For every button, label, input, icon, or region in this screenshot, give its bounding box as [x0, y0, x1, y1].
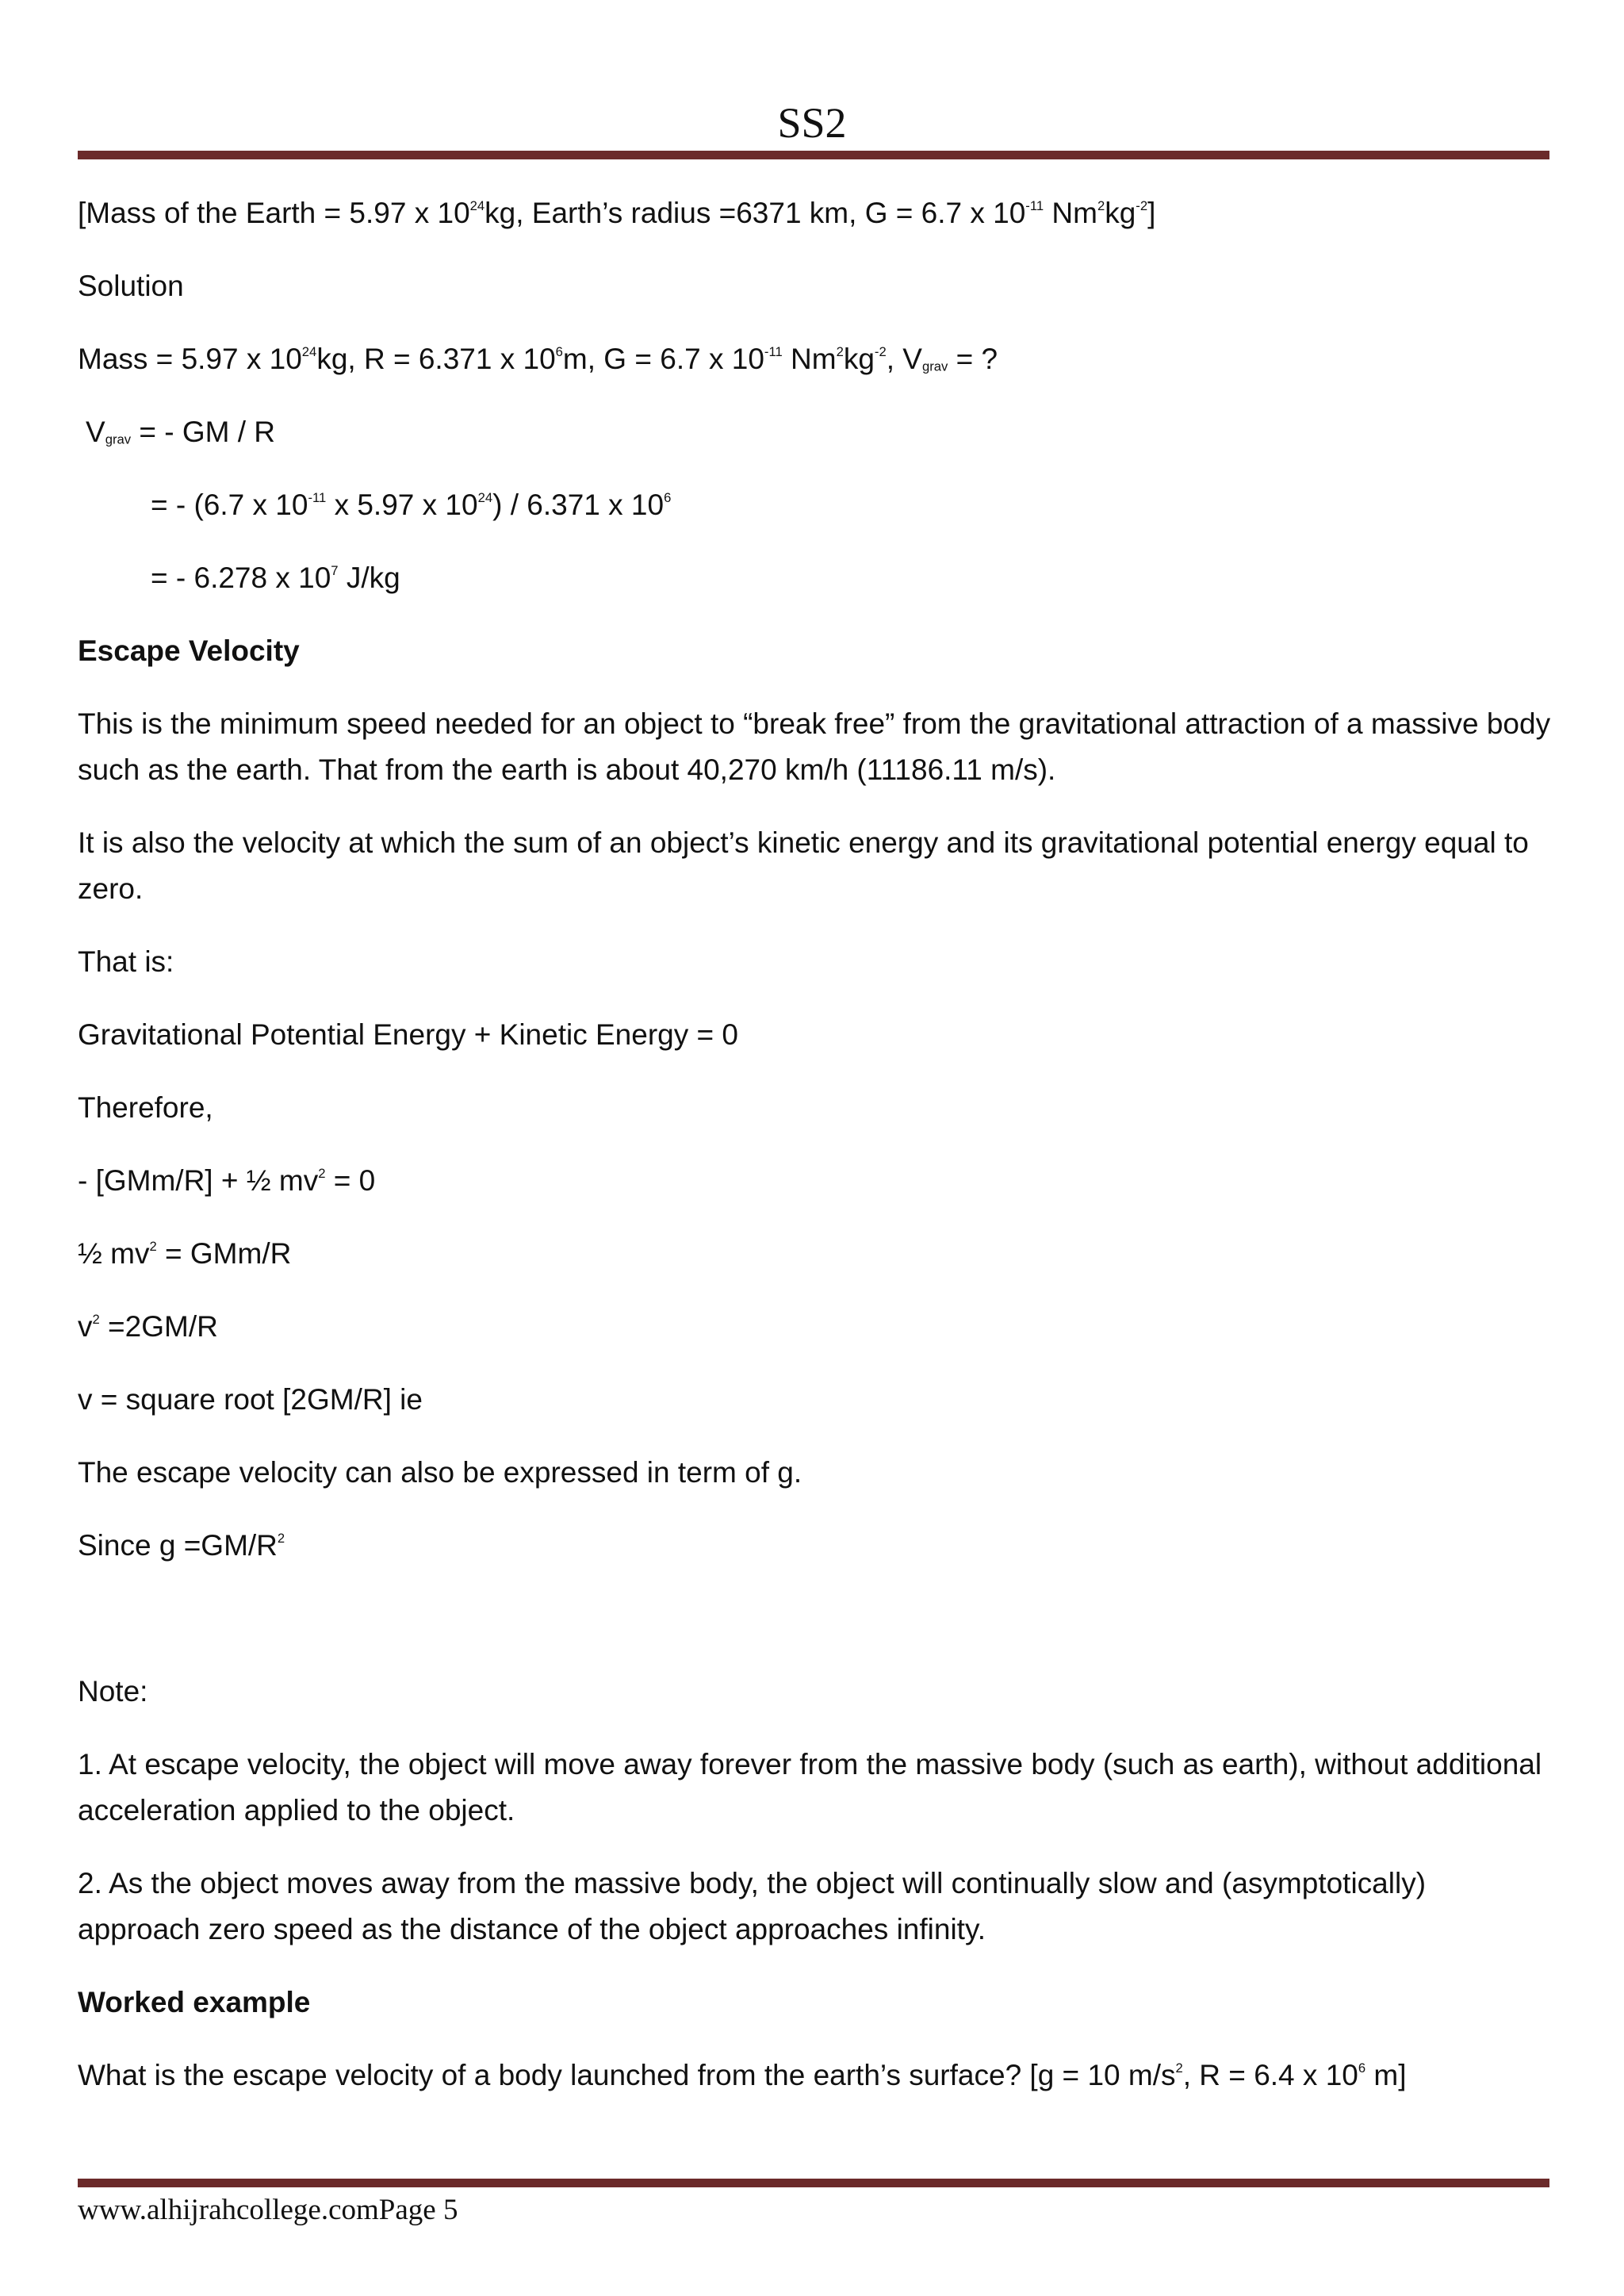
- values-line: Mass = 5.97 x $10^{24}kg$, R = 6.371 x $10^6m$, G = 6.7 x $10^{-11}$ $Nm^2kg^{-2}$, $V_{grav}$ = ?: [78, 343, 998, 375]
- energy-sum-paragraph: It is also the velocity at which the sum of an object’s kinetic energy and its gravitational potential energy equal to zero.: [78, 826, 1529, 905]
- equation-2: ½ $mv^2 = GMm/R$: [78, 1237, 292, 1270]
- definition-paragraph: This is the minimum speed needed for an object to “break free” from the gravitational attraction of a massive body such as the earth. That from the earth is about 40,270 km/h (11186.11 m/s).: [78, 707, 1551, 786]
- page-title: SS2: [777, 99, 847, 147]
- footer-rule: [78, 2179, 1549, 2187]
- note-label: Note:: [78, 1675, 148, 1708]
- header-rule: [78, 151, 1549, 159]
- equation-1: - [GMm/R] + ½ $mv^2 = 0$: [78, 1164, 376, 1197]
- worked-example-question: What is the escape velocity of a body launched from the earth’s surface? [g = 10 $m/s^2$, R = 6.4 x $10^6$ m]: [78, 2059, 1407, 2091]
- note-item-2: 2. As the object moves away from the massive body, the object will continually slow and (asymptotically) approach zero speed as the distance of the object approaches infinity.: [78, 1867, 1427, 1945]
- equation-4: v = square root [2GM/R] ie: [78, 1383, 423, 1416]
- term-of-g-paragraph: The escape velocity can also be expressed in term of g.: [78, 1456, 802, 1489]
- given-values-line: [Mass of the Earth = 5.97 x $10^{24}kg$, Earth’s radius =6371 km, G = 6.7 x $10^{-11}$ $Nm^2kg^{-2}$]: [78, 197, 1156, 229]
- escape-velocity-heading: Escape Velocity: [78, 634, 300, 667]
- calculation-step-1: = - (6.7 x $10^{-11}$ x 5.97 x $10^{24}) / 6.371$ x $10^6$: [151, 489, 672, 521]
- potential-formula: $V_{grav}$ = - GM / R: [86, 416, 275, 448]
- note-item-1: 1. At escape velocity, the object will move away forever from the massive body (such as earth), without additional acceleration applied to the object.: [78, 1748, 1542, 1826]
- worked-example-heading: Worked example: [78, 1986, 311, 2018]
- page-content: [78, 190, 1553, 2099]
- solution-label: Solution: [78, 270, 184, 302]
- energy-equation: Gravitational Potential Energy + Kinetic Energy = 0: [78, 1018, 738, 1051]
- that-is-label: That is:: [78, 945, 174, 978]
- equation-3: $v^2 =2GM/R$: [78, 1310, 218, 1343]
- calculation-step-2: = - 6.278 x $10^7$ J/kg: [151, 562, 400, 594]
- therefore-label: Therefore,: [78, 1091, 213, 1124]
- page-footer: www.alhijrahcollege.comPage 5: [78, 2194, 458, 2226]
- since-g-line: Since $g =GM/R^2$: [78, 1529, 285, 1562]
